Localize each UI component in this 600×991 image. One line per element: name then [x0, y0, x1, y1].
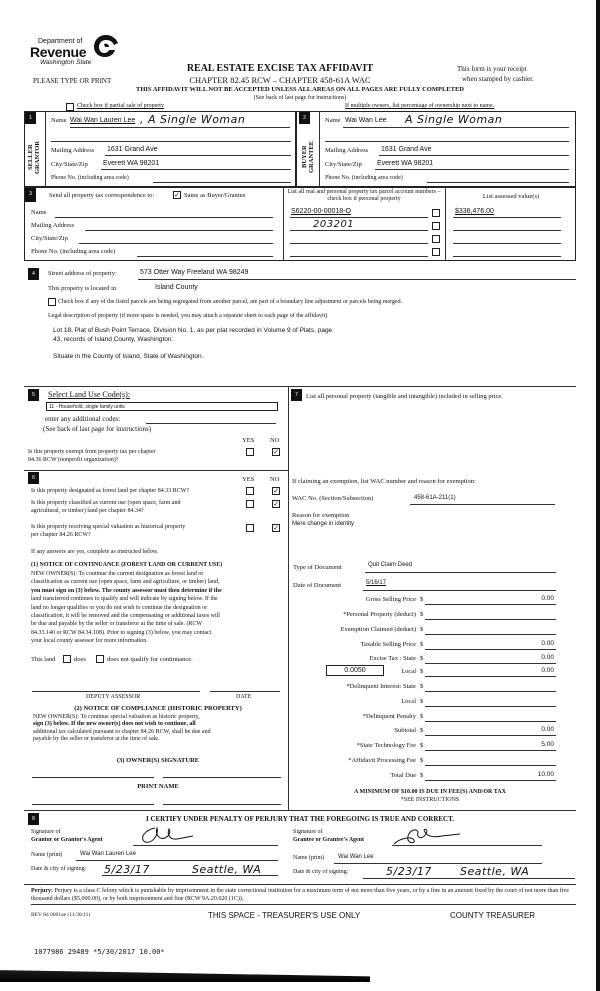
buyer-name-field[interactable] — [343, 127, 569, 128]
current-use-no-checkbox[interactable]: ✓ — [273, 500, 279, 508]
does-not-label: does not qualify for continuance. — [107, 656, 193, 663]
buyer-name-label: Name — [325, 117, 341, 124]
seller-section — [24, 111, 296, 187]
parcel-field-4[interactable] — [290, 256, 428, 257]
buyer-mailing-field[interactable] — [379, 155, 569, 156]
buyer-city-value: Everett WA 98201 — [377, 160, 434, 167]
located-label: This property is located in — [48, 285, 117, 292]
parcel-personal-checkbox-2[interactable] — [432, 222, 440, 230]
current-use-question-2: agricultural, or timber) land per chapter 84.34? — [31, 508, 144, 514]
receipt-note-2: when stamped by cashier. — [462, 75, 534, 83]
fee-value: 0.00 — [541, 654, 554, 661]
doc-date-field[interactable] — [363, 590, 556, 591]
exempt-question-1: Is this property exempt from property tax per chapter — [28, 449, 156, 455]
dollar-sign: $ — [420, 727, 424, 734]
fee-label: *State Technology Fee — [356, 742, 416, 749]
additional-codes-label: enter any additional codes: — [45, 415, 121, 423]
fee-label: Total Due — [390, 772, 416, 779]
scan-right-edge — [596, 0, 600, 991]
grantee-sig-label-1: Signature of — [293, 829, 323, 835]
corr-mailing-field[interactable] — [85, 230, 273, 231]
corr-phone-field[interactable] — [137, 256, 273, 257]
historic-yes-checkbox[interactable] — [246, 524, 254, 532]
section-number-5: 5 — [28, 389, 39, 401]
grantor-sig-label-2: Grantor or Grantor's Agent — [31, 837, 103, 843]
treasurer-stamp: 1077986 29489 *5/30/2017 10.00* — [34, 948, 165, 956]
forest-yes-checkbox[interactable] — [246, 487, 254, 495]
fee-value: 0.00 — [541, 595, 554, 602]
fee-label: Subtotal — [394, 727, 416, 734]
fee-label: Exemption Claimed (deduct) — [340, 626, 416, 633]
no-header-5: NO — [270, 437, 280, 444]
dollar-sign: $ — [420, 683, 424, 690]
fee-field[interactable] — [425, 765, 556, 766]
assessor-date-line[interactable] — [210, 691, 280, 692]
local-rate-value: 0.0050 — [344, 667, 366, 674]
buyer-city-field[interactable] — [375, 169, 569, 170]
buyer-section — [296, 111, 576, 187]
grantor-signature — [135, 824, 195, 846]
buyer-name-line2[interactable] — [325, 141, 569, 142]
logo-line2: Revenue — [30, 44, 87, 60]
notice2-body: NEW OWNER(S): To continue special valuation as historic property, sign (3) below. If the new owner(s) does not wish to continue, all additional tax calculated pursuant to chapter 84.26 RCW, shall be due and payable by the seller or transferor at the time of sale. — [33, 714, 211, 743]
buyer-city-label: City/State/Zip — [325, 161, 362, 168]
multiple-owners-note: If multiple owners, list percentage of ownership next to name. — [345, 103, 495, 109]
dollar-sign: $ — [420, 713, 424, 720]
buyer-side-label: BUYER GRANTEE — [301, 140, 315, 174]
assessed-field-4[interactable] — [453, 256, 561, 257]
assessed-field-2[interactable] — [453, 230, 561, 231]
dollar-sign: $ — [420, 626, 424, 633]
dollar-sign: $ — [420, 596, 424, 603]
please-type: PLEASE TYPE OR PRINT — [33, 77, 112, 85]
land-use-select[interactable] — [46, 402, 278, 411]
doc-type-label: Type of Document — [293, 564, 342, 571]
grantee-signature — [392, 824, 462, 846]
partial-sale-label: Check box if partial sale of property — [77, 103, 164, 109]
no-header-6: NO — [270, 476, 280, 483]
notice1-title: (1) NOTICE OF CONTINUANCE (FOREST LAND OR CURRENT USE) — [31, 562, 223, 568]
owner-signature-line-1[interactable] — [32, 777, 154, 778]
corr-name-field[interactable] — [55, 217, 273, 218]
seller-mailing-label: Mailing Address — [51, 147, 95, 154]
yes-header-5: YES — [242, 437, 255, 444]
fee-field[interactable] — [425, 691, 556, 692]
doc-date-label: Date of Document — [293, 582, 342, 589]
partial-sale-checkbox[interactable] — [66, 103, 74, 111]
historic-question-2: per chapter 84.26 RCW? — [31, 532, 91, 538]
grantor-city-value: Seattle, WA — [192, 863, 262, 876]
same-as-buyer-checkbox[interactable]: ✓ — [174, 191, 180, 199]
fee-field[interactable] — [425, 634, 556, 635]
logo-line3: Washington State — [40, 59, 92, 66]
exempt-no-checkbox[interactable]: ✓ — [273, 448, 279, 456]
seller-phone-label: Phone No. (including area code) — [51, 175, 129, 181]
section-number-8: 8 — [28, 813, 39, 825]
see-instructions: *SEE INSTRUCTIONS — [400, 797, 460, 803]
section-number-3: 3 — [25, 188, 36, 202]
print-name-line-1[interactable] — [32, 804, 154, 805]
corr-mailing-label: Mailing Address — [31, 222, 75, 229]
fee-field[interactable] — [425, 706, 556, 707]
fee-value: 0.00 — [541, 726, 554, 733]
fee-field[interactable] — [425, 663, 556, 664]
does-label: does — [74, 656, 86, 663]
forest-question: Is this property designated as forest land per chapter 84.33 RCW? — [31, 488, 190, 494]
dollar-sign: $ — [420, 641, 424, 648]
receipt-note-1: This form is your receipt — [457, 65, 527, 73]
fee-label: *Personal Property (deduct) — [343, 611, 416, 618]
historic-question-1: Is this property receiving special valuation as historical property — [31, 524, 186, 530]
dollar-sign: $ — [420, 757, 424, 764]
perjury-notice: Perjury: Perjury is a class C felony which is punishable by imprisonment in the state correctional institution for a maximum term of not more than five years, or by a fine in an amount fixed by the court of not more than five thousand dollars ($5,000.00), or by both imprisonment and fine (RCW 9A.20.020 (1C)). — [31, 888, 576, 905]
buyer-phone-label: Phone No. (including area code) — [325, 175, 403, 181]
street-value: 573 Otter Way Freeland WA 98249 — [140, 269, 249, 276]
dollar-sign: $ — [420, 655, 424, 662]
fee-field[interactable] — [425, 780, 556, 781]
buyer-phone-field[interactable] — [427, 182, 569, 183]
grantee-name-value: Wai Wan Lee — [338, 854, 374, 860]
assessed-field-1[interactable] — [453, 217, 561, 218]
fee-field[interactable] — [425, 676, 556, 677]
exempt-question-2: 84.36 RCW (nonprofit organization)? — [28, 457, 119, 463]
grantor-date-label: Date & city of signing: — [31, 866, 87, 872]
assessed-value-1: $336,476.00 — [455, 208, 494, 215]
fee-value: 0.00 — [541, 640, 554, 647]
notice2-title: (2) NOTICE OF COMPLIANCE (HISTORIC PROPERTY) — [74, 705, 242, 712]
seller-name-handwritten: , A Single Woman — [140, 113, 246, 126]
fee-label: *Affidavit Processing Fee — [348, 757, 416, 764]
buyer-mailing-label: Mailing Address — [325, 147, 369, 154]
dollar-sign: $ — [420, 772, 424, 779]
buyer-mailing-value: 1631 Grand Ave — [381, 146, 432, 153]
grantor-name-value: Wai Wan Lauren Lee — [80, 851, 136, 857]
parcel-personal-checkbox-4[interactable] — [432, 248, 440, 256]
doc-type-value: Quit Claim Deed — [368, 562, 413, 568]
notice1-body: NEW OWNER(S): To continue the current designation as forest land or classification as current use (open space, farm and agriculture, or timber) land, you must sign on (3) below. The county assessor must then determine if the land transferred continues to qualify and will indicate by signing below. If the land no longer qualifies or you do not wish to continue the designation or classification, it will be removed and the compensating or additional taxes will be due and payable by the seller or transferor at the time of sale. (RCW 84.33.140 or RCW 84.34.108). Prior to signing (3) below, you may contact your local county assessor for more information. — [31, 571, 222, 645]
fee-field[interactable] — [425, 649, 556, 650]
corr-name-label: Name — [31, 209, 47, 216]
corr-city-label: City/State/Zip — [31, 235, 68, 242]
logo-line1: Department of — [38, 38, 83, 45]
section-number-7: 7 — [291, 389, 302, 401]
deputy-assessor-line[interactable] — [32, 691, 200, 692]
owner-signature-line-2[interactable] — [163, 777, 281, 778]
fee-field[interactable] — [425, 619, 556, 620]
current-use-question-1: Is this property classified as current use (open space, farm and — [31, 500, 181, 506]
deputy-assessor-label: DEPUTY ASSESSOR — [86, 694, 141, 700]
seller-mailing-field[interactable] — [105, 155, 291, 156]
grantee-sig-label-2: Grantee or Grantee's Agent — [293, 837, 365, 843]
does-not-qualify-checkbox[interactable] — [96, 655, 104, 663]
parcel-personal-checkbox-3[interactable] — [432, 235, 440, 243]
exemption-label: If claiming an exemption, list WAC number and reason for exemption: — [292, 478, 476, 485]
legal-line-1: Lot 18, Plat of Bush Point Terrace, Division No. 1, as per plat recorded in Volume 9 of Plats, page — [53, 327, 333, 334]
fee-field[interactable] — [425, 721, 556, 722]
grantee-city-value: Seattle, WA — [460, 865, 530, 878]
grantee-name-label: Name (print) — [293, 855, 325, 861]
wac-label: WAC No. (Section/Subsection) — [292, 495, 374, 502]
fee-field[interactable] — [425, 750, 556, 751]
doc-type-field[interactable] — [365, 572, 556, 573]
grantor-name-field[interactable] — [76, 860, 278, 861]
instructions-note: (See back of last page for instructions) — [253, 95, 347, 101]
dollar-sign: $ — [420, 698, 424, 705]
this-land-label: This land — [31, 656, 56, 663]
fee-field[interactable] — [425, 735, 556, 736]
acceptance-warning: THIS AFFIDAVIT WILL NOT BE ACCEPTED UNLESS ALL AREAS ON ALL PAGES ARE FULLY COMPLETED — [136, 86, 464, 93]
seller-name-line2[interactable] — [51, 141, 291, 142]
dollar-sign: $ — [420, 668, 424, 675]
located-value: Island County — [155, 284, 198, 291]
street-field[interactable] — [138, 279, 576, 280]
segregated-checkbox[interactable] — [48, 298, 56, 306]
additional-codes-field[interactable] — [146, 423, 276, 424]
parcel-field-2[interactable] — [290, 230, 428, 231]
wac-value: 458-61A-211(1) — [414, 495, 456, 501]
section-number-1: 1 — [25, 112, 36, 124]
dollar-sign: $ — [420, 611, 424, 618]
fee-value: 10.00 — [537, 771, 554, 778]
section-number-4: 4 — [28, 268, 39, 280]
dor-swirl-icon — [92, 33, 120, 59]
grantor-sig-label-1: Signature of — [31, 829, 61, 835]
assessor-date-label: DATE — [236, 694, 252, 700]
print-name-label: PRINT NAME — [137, 783, 179, 790]
fee-value: 0.00 — [541, 667, 554, 674]
land-use-label: Select Land Use Code(s): — [48, 390, 130, 399]
parcel-number-2: 203201 — [313, 219, 355, 230]
parcel-field-3[interactable] — [290, 243, 428, 244]
section-number-2: 2 — [299, 112, 310, 124]
fee-label: Excise Tax : State — [369, 655, 416, 662]
seller-city-label: City/State/Zip — [51, 161, 88, 168]
seller-side-label: SELLER GRANTOR — [27, 140, 41, 174]
reason-label: Reason for exemption — [292, 512, 350, 519]
grantor-name-label: Name (print) — [31, 852, 63, 858]
assessed-header: List assessed value(s) — [482, 193, 540, 200]
fee-label: *Delinquent Penalty — [362, 713, 416, 720]
if-yes-note: If any answers are yes, complete as instructed below. — [31, 549, 159, 555]
land-use-selected: 11 - Household, single family units — [49, 404, 125, 410]
grantee-date-value: 5/23/17 — [386, 865, 432, 878]
seller-mailing-value: 1631 Grand Ave — [107, 146, 158, 153]
grantor-date-value: 5/23/17 — [104, 863, 150, 876]
exempt-yes-checkbox[interactable] — [246, 448, 254, 456]
section-number-6: 6 — [28, 472, 39, 484]
grantee-date-label: Date & city of signing: — [293, 869, 349, 875]
same-as-buyer-label: Same as Buyer/Grantee — [184, 192, 246, 199]
wac-field[interactable] — [410, 504, 555, 505]
correspondence-section — [24, 187, 576, 261]
fee-value: 5.00 — [541, 741, 554, 748]
county-treasurer: COUNTY TREASURER — [450, 911, 536, 920]
seller-name-label: Name — [51, 117, 67, 124]
forest-no-checkbox[interactable]: ✓ — [273, 487, 279, 495]
seller-phone-field[interactable] — [153, 182, 291, 183]
fee-label: Local — [401, 698, 416, 705]
corr-phone-label: Phone No. (including area code) — [31, 248, 116, 255]
fee-label: Local — [401, 668, 416, 675]
fee-label: Taxable Selling Price — [360, 641, 416, 648]
treasurer-use: THIS SPACE - TREASURER'S USE ONLY — [208, 911, 361, 920]
seller-name-field[interactable] — [70, 127, 290, 128]
legal-line-2: 43, records of Island County, Washington. — [53, 336, 174, 343]
reason-value: Mere change in identity — [292, 521, 355, 527]
segregated-label: Check box if any of the listed parcels are being segregated from another parcel, are part of a boundary line adjustment or parcels being merged. — [58, 299, 403, 305]
corr-city-field[interactable] — [79, 243, 273, 244]
seller-name-value: Wai Wan Lauren Lee — [70, 117, 136, 124]
grantee-name-field[interactable] — [334, 863, 542, 864]
buyer-name-handwritten: A Single Woman — [405, 113, 503, 126]
scan-edge-shadow — [0, 968, 370, 982]
parcel-header: List all real and personal property tax parcel account numbers – check box if personal property — [287, 189, 441, 202]
does-qualify-checkbox[interactable] — [63, 655, 71, 663]
fee-field[interactable] — [425, 604, 556, 605]
legal-label: Legal description of property (if more space is needed, you may attach a separate sheet to each page of the affidavit) — [48, 313, 328, 319]
local-rate-box[interactable] — [326, 665, 384, 676]
legal-line-3: Situate in the County of Island, State of Washington. — [53, 353, 204, 360]
parcel-field-1[interactable] — [290, 217, 428, 218]
form-subtitle: CHAPTER 82.45 RCW – CHAPTER 458-61A WAC — [189, 75, 371, 85]
dor-logo — [30, 33, 125, 68]
seller-city-field[interactable] — [101, 169, 291, 170]
land-use-instructions: (See back of last page for instructions) — [43, 425, 152, 433]
owner-signature-label: (3) OWNER(S) SIGNATURE — [116, 757, 200, 764]
grantee-date-field[interactable] — [363, 878, 575, 879]
yes-header-6: YES — [242, 476, 255, 483]
current-use-yes-checkbox[interactable] — [246, 500, 254, 508]
fee-label: Gross Selling Price — [365, 596, 416, 603]
form-title: REAL ESTATE EXCISE TAX AFFIDAVIT — [186, 63, 374, 74]
minimum-note: A MINIMUM OF $10.00 IS DUE IN FEE(S) AND/OR TAX — [354, 789, 506, 795]
fee-label: *Delinquent Interest: State — [346, 683, 416, 690]
street-label: Street address of property: — [48, 270, 117, 277]
certify-statement: I CERTIFY UNDER PENALTY OF PERJURY THAT THE FOREGOING IS TRUE AND CORRECT. — [145, 815, 454, 823]
historic-no-checkbox[interactable]: ✓ — [273, 524, 279, 532]
doc-date-value: 5/16/17 — [366, 580, 387, 586]
parcel-number-1: S6220-00-00018-O — [291, 208, 351, 215]
print-name-line-2[interactable] — [163, 804, 281, 805]
parcel-personal-checkbox-1[interactable] — [432, 209, 440, 217]
buyer-name-value: Wai Wan Lee — [345, 117, 387, 124]
assessed-field-3[interactable] — [453, 243, 561, 244]
form-id: REV 84 0001ae (11/30/11) — [31, 912, 91, 918]
seller-city-value: Everett WA 98201 — [103, 160, 160, 167]
correspondence-label: Send all property tax correspondence to: — [49, 192, 155, 199]
personal-property-label: List all personal property (tangible and intangible) included in selling price. — [306, 393, 503, 400]
dollar-sign: $ — [420, 742, 424, 749]
